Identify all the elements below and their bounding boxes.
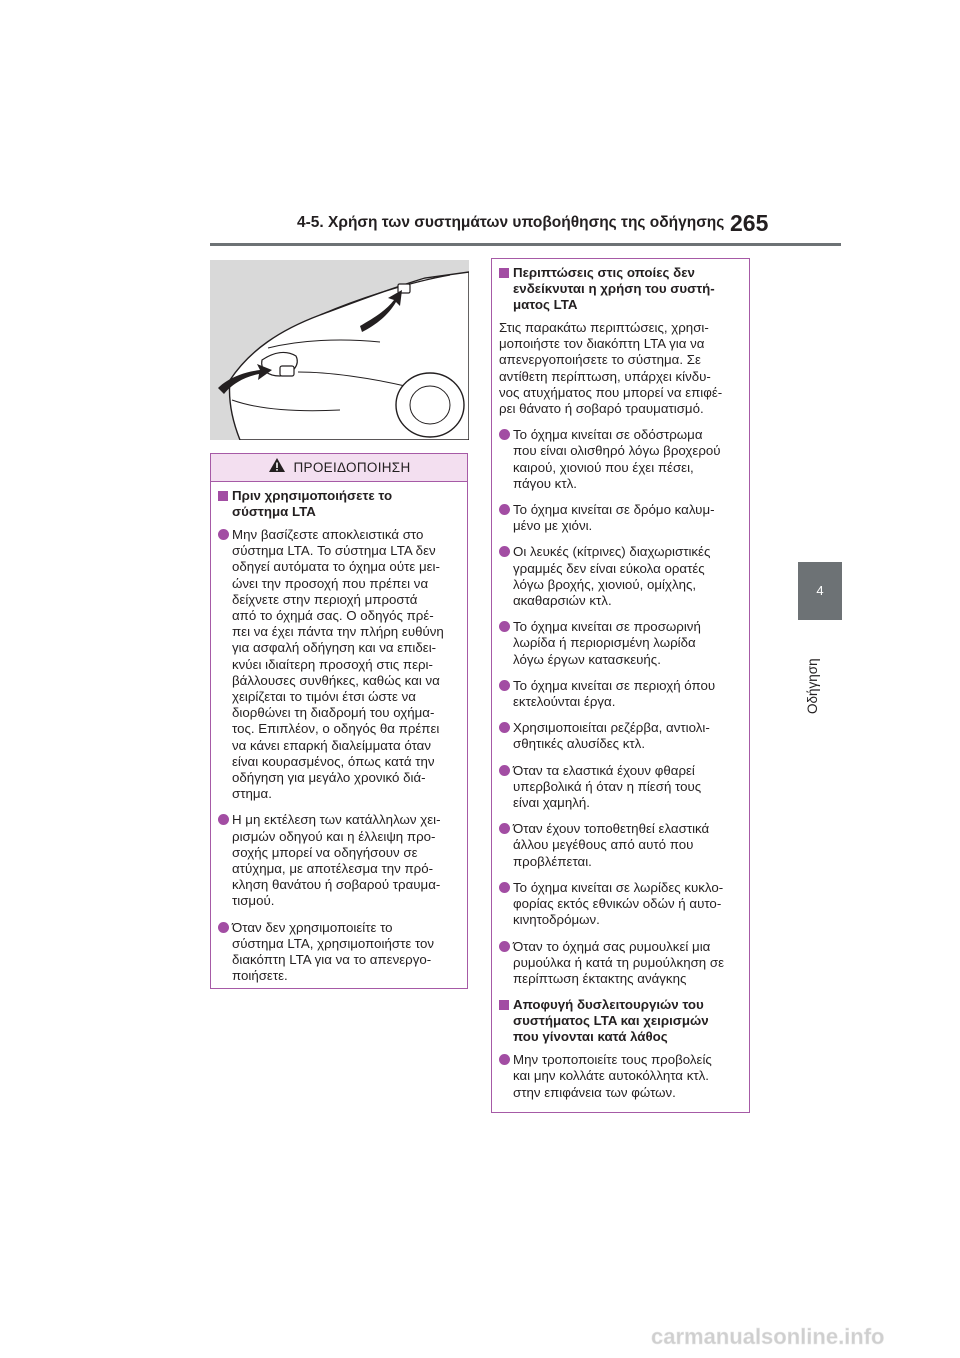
round-bullet-icon: [499, 823, 510, 834]
watermark-logo: [651, 1322, 951, 1352]
section-heading-text: Πριν χρησιμοποιήσετε το σύστημα LTA: [232, 488, 393, 519]
list-item-text: Μην βασίζεστε αποκλειστικά στο σύστημα LTA. Το σύστημα LTA δεν οδηγεί αυτόματα το όχημα ούτε μει- ώνει την προσοχή που πρέπει να δείχνετε στην περιοχή μπροστά από το όχημά σας. Ο οδηγός πρέ- πει να έχει πάντα την πλήρη ευθύνη για ασφαλή οδήγηση και να επιδει- κνύει ιδιαίτερη προσοχή στις περι- βάλλουσες συνθήκες, καθώς και να χειρίζεται το τιμόνι έτσι ώστε να διορθώνει τη διαδρομή του οχήμα- τος. Επιπλέον, ο οδηγός θα πρέπει να κάνει επαρκή διαλείμματα όταν είναι κουρασμένος, όπως κατά την οδήγηση για μεγάλο χρονικό διά- στημα.: [232, 527, 444, 802]
section-heading: [499, 265, 741, 313]
round-bullet-icon: [499, 546, 510, 557]
list-item: [218, 527, 459, 802]
warning-header: [211, 454, 467, 482]
round-bullet-icon: [499, 722, 510, 733]
list-item: [499, 1052, 741, 1101]
list-item: [499, 619, 741, 668]
round-bullet-icon: [499, 680, 510, 691]
round-bullet-icon: [218, 529, 229, 540]
round-bullet-icon: [218, 922, 229, 933]
list-item: [499, 939, 741, 988]
section-heading: [499, 997, 741, 1045]
round-bullet-icon: [499, 429, 510, 440]
section-heading-text: Περιπτώσεις στις οποίες δεν ενδείκνυται η χρήση του συστή- ματος LTA: [513, 265, 715, 312]
round-bullet-icon: [499, 765, 510, 776]
chapter-tab-label: Οδήγηση: [805, 658, 820, 714]
list-item-text: Το όχημα κινείται σε προσωρινή λωρίδα ή περιορισμένη λωρίδα λόγω έργων κατασκευής.: [513, 619, 701, 667]
chapter-tab-number: 4: [798, 562, 842, 620]
list-item-text: Όταν τα ελαστικά έχουν φθαρεί υπερβολικά ή όταν η πίεσή τους είναι χαμηλή.: [513, 762, 702, 811]
list-item-text: Η μη εκτέλεση των κατάλληλων χει- ρισμών οδηγού και η έλλειψη προ- σοχής μπορεί να οδηγήσουν σε ατύχημα, με αποτέλεσμα την πρό- κληση θανάτου ή σοβαρού τραυμα- τισμού.: [232, 812, 441, 909]
list-item: [499, 544, 741, 609]
list-item-text: Το όχημα κινείται σε οδόστρωμα που είναι ολισθηρό λόγω βροχερού καιρού, χιονιού που έχει πέσει, πάγου κτλ.: [513, 427, 721, 491]
section-heading-text: Αποφυγή δυσλειτουργιών του συστήματος LTA και χειρισμών που γίνονται κατά λάθος: [513, 997, 709, 1045]
list-item-text: Το όχημα κινείται σε δρόμο καλυμ- μένο με χιόνι.: [513, 502, 715, 534]
list-item-text: Χρησιμοποιείται ρεζέρβα, αντιολι- σθητικές αλυσίδες κτλ.: [513, 720, 710, 752]
section-header-title: 4-5. Χρήση των συστημάτων υποβοήθησης της οδήγησης: [297, 214, 725, 231]
list-item: [218, 920, 459, 985]
list-item: [499, 502, 741, 534]
list-item: [499, 678, 741, 710]
round-bullet-icon: [499, 941, 510, 952]
list-item-text: Όταν έχουν τοποθετηθεί ελαστικά άλλου μεγέθους από αυτό που προβλέπεται.: [513, 821, 710, 869]
round-bullet-icon: [499, 882, 510, 893]
svg-text:carmanualsonline.info: carmanualsonline.info: [651, 1324, 885, 1349]
list-item: [499, 880, 741, 929]
list-item: [499, 427, 741, 492]
square-bullet-icon: [499, 268, 509, 278]
list-item-text: Όταν το όχημά σας ρυμουλκεί μια ρυμούλκα ή κατά τη ρυμούλκηση σε περίπτωση έκτακτης ανάγκης: [513, 938, 725, 986]
list-item-text: Οι λευκές (κίτρινες) διαχωριστικές γραμμές δεν είναι εύκολα ορατές λόγω βροχής, χιονιού, ομίχλης, ακαθαρσιών κτλ.: [513, 544, 711, 609]
round-bullet-icon: [499, 621, 510, 632]
list-item-text: Όταν δεν χρησιμοποιείτε το σύστημα LTA, χρησιμοποιήστε τον διακόπτη LTA για να το απενεργο- ποιήσετε.: [232, 919, 435, 984]
square-bullet-icon: [499, 1000, 509, 1010]
list-item-text: Το όχημα κινείται σε περιοχή όπου εκτελούνται έργα.: [513, 677, 716, 710]
warning-continuation-panel: [491, 258, 750, 1113]
list-item-text: Το όχημα κινείται σε λωρίδες κυκλο- φορίας εκτός εθνικών οδών ή αυτο- κινητοδρόμων.: [513, 879, 724, 928]
warning-box: [210, 453, 468, 989]
warning-icon: [268, 457, 286, 478]
round-bullet-icon: [499, 1054, 510, 1065]
square-bullet-icon: [218, 491, 228, 501]
header-rule: [210, 243, 841, 246]
section-intro: Στις παρακάτω περιπτώσεις, χρησι- μοποιήστε τον διακόπτη LTA για να απενεργοποιήσετε το σύστημα. Σε αντίθετη περίπτωση, υπάρχει κίνδυ- νος ατυχήματος που μπορεί να επιφέ- ρει θάνατο ή σοβαρό τραυματισμό.: [499, 320, 723, 417]
page-number: 265: [730, 210, 769, 236]
list-item: [499, 720, 741, 752]
list-item: [499, 763, 741, 812]
list-item-text: Μην τροποποιείτε τους προβολείς και μην κολλάτε αυτοκόλλητα κτλ. στην επιφάνεια των φώτων.: [513, 1052, 712, 1100]
list-item: [499, 821, 741, 870]
round-bullet-icon: [499, 504, 510, 515]
warning-title: ΠΡΟΕΙΔΟΠΟΙΗΣΗ: [293, 460, 411, 475]
warning-body: [211, 482, 467, 984]
car-illustration: [210, 260, 469, 440]
list-item: [218, 812, 459, 909]
round-bullet-icon: [218, 814, 229, 825]
section-heading: [218, 488, 459, 520]
